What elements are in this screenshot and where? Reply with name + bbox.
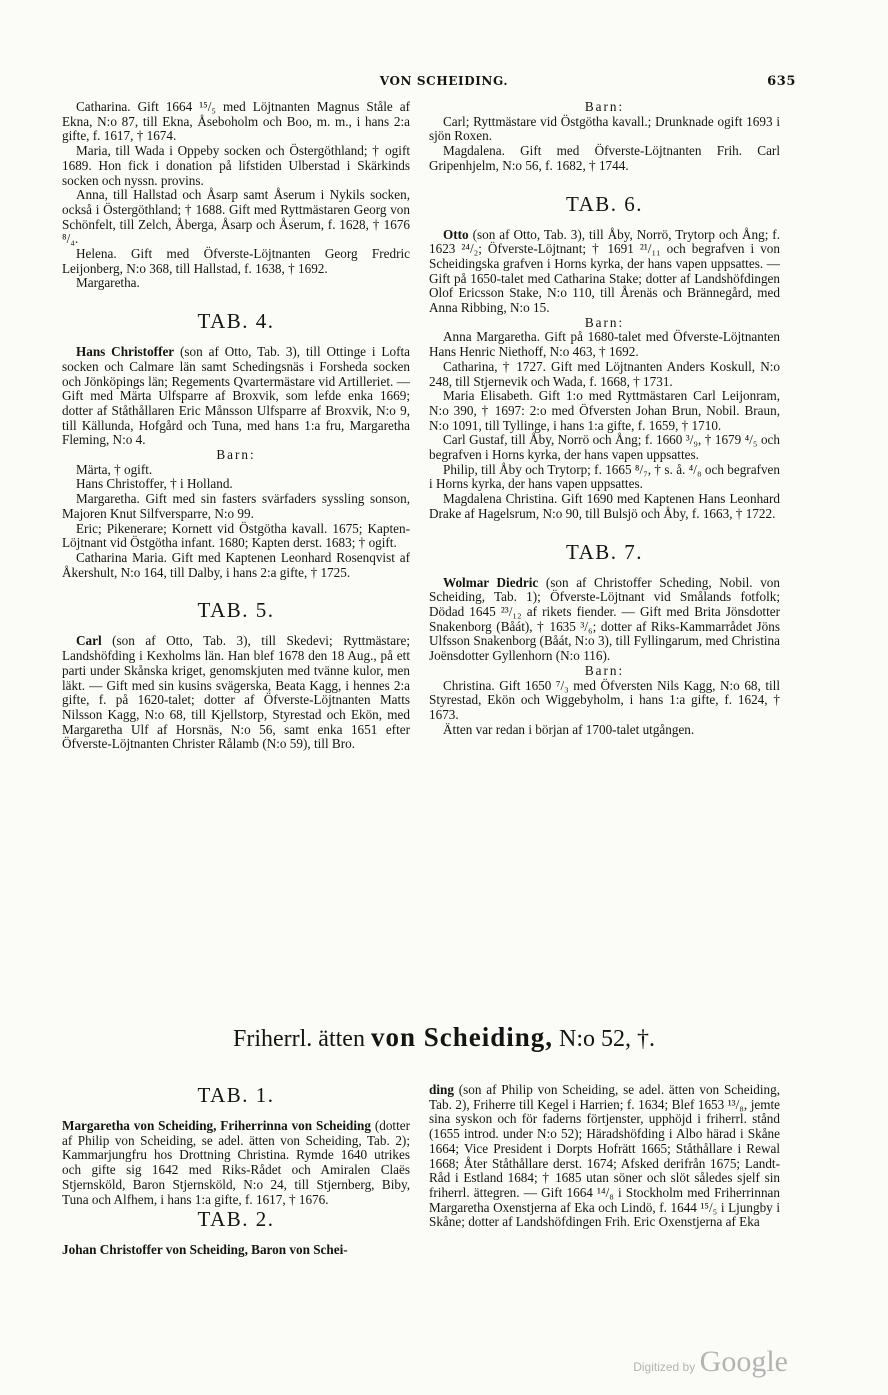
children-label: Barn: (584, 314, 625, 330)
entry-anna-margaretha: Anna Margaretha. Gift på 1680-talet med Öfverste-Löjtnanten Hans Henric Niethoff, N:o 463, † 1692. (429, 329, 780, 360)
entry-name: ding (429, 1082, 454, 1097)
tab-7-heading: TAB. 7. (565, 539, 644, 564)
entry-helena: Helena. Gift med Öfverste-Löjtnanten Georg Fredric Leijonberg, N:o 368, till Hallstad, f. 1638, † 1692. (62, 246, 410, 276)
entry-christina: Christina. Gift 1650 ⁷/₃ med Öfversten Nils Kagg, N:o 68, till Styrestad, Ekön och Wiggebyholm, i hans 1:a gifte, f. 1624, † 1673. (429, 677, 780, 722)
entry-carl-jr: Carl; Ryttmästare vid Östgötha kavall.; Drunknade ogift 1693 i sjön Roxen. (429, 113, 780, 144)
entry-carl: Carl (son af Otto, Tab. 3), till Skedevi; Ryttmästare; Landshöfding i Kexholms län. Han blef 1678 den 18 Aug., på ett parti under Skånska kriget, genomskjuten med tvänne kulor, men läkt. — Gift med sin kusins svägerska, Beata Kagg, i hennes 2:a gifte, f. på 1620-talet; dotter af Öfverste-Löjtnanten Matts Nilsson Kagg, N:o 68, till Kjellstorp, Styrestad och Ekön, med Margaretha Ulf af Horsnäs, N:o 56, samt enka 1651 efter Öfverste-Löjtnanten Christer Rålamb (N:o 59), till Bro. (62, 633, 410, 752)
google-logo: Google (699, 1345, 788, 1378)
extinction-note: Ätten var redan i början af 1700-talet utgången. (443, 721, 695, 737)
column-4 (429, 1083, 780, 1230)
running-head: VON SCHEIDING. (379, 74, 509, 88)
entry-anna: Anna, till Hallstad och Åsarp samt Åserum i Nykils socken, också i Östergöthland; † 1688. Gift med Ryttmästaren Georg von Schönfelt, till Zelch, Åberga, Åsarp och Åserum, f. 1628, † 1676 ⁸/₄. (62, 187, 410, 247)
entry-maria: Maria, till Wada i Oppeby socken och Östergöthland; † ogift 1689. Hon fick i donation på lifstiden Ulberstad i Skärkinds socken och nyssn. provins. (62, 143, 410, 188)
entry-otto: Otto (son af Otto, Tab. 3), till Åby, Norrö, Trytorp och Ång; f. 1623 ²⁴/₂; Öfverste-Löjtnant; † 1691 ²¹/₁₁ och begrafven i von Scheidingska grafven i Horns kyrka, der hans vapen uppsattes. — Gift på 1650-talet med Catharina Stake; dotter af Landshöfdingen Olof Ericsson Stake, N:o 110, till Årenäs och Brännegård, med Anna Ribbing, N:o 15. (429, 226, 780, 316)
tab-2-heading: TAB. 2. (197, 1207, 275, 1232)
entry-hans-christoffer-jr: Hans Christoffer, † i Holland. (76, 476, 233, 492)
tab-6-heading: TAB. 6. (565, 191, 644, 216)
entry-catharina-2: Catharina, † 1727. Gift med Löjtnanten Anders Koskull, N:o 248, till Stjernevik och Wada, f. 1668, † 1731. (429, 358, 780, 389)
children-label: Barn: (584, 99, 625, 114)
entry-johan-christoffer-cont: ding (son af Philip von Scheiding, se adel. ätten von Scheiding, Tab. 2), Friherre till Kegel i Harrien; f. 1634; Blef 1653 ¹³/₈, jemte sina syskon och för faderns förtjenster, upphöjd i friherrl. stånd (1655 introd. under N:o 52); Häradshöfding i Albo härad i Skåne 1664; Vice President i Dorpts Hofrätt 1665; Ståthållare i Rewal 1668; Åter Ståthållare derst. 1674; Afsked derifrån 1675; Landt-Råd i Estland 1684; † 1685 utan söner och slöt således sjelf sin friherrl. ättegren. — Gift 1664 ¹⁴/₈ i Stockholm med Friherrinnan Margaretha Oxenstjerna af Eka och Lindö, f. 1644 ¹⁵/₅ i Ljungby i Skåne; dotter af Landshöfdingen Frih. Eric Oxenstjerna af Eka (429, 1082, 780, 1230)
entry-catharina-maria: Catharina Maria. Gift med Kaptenen Leonhard Rosenqvist af Åkershult, N:o 164, till Dalby, i hans 2:a gifte, † 1725. (62, 549, 410, 580)
entry-margaretha: Margaretha. (76, 275, 140, 291)
entry-philip: Philip, till Åby och Trytorp; f. 1665 ⁸/₇, † s. å. ⁴/₈ och begrafven i Horns kyrka, der hans vapen uppsattes. (429, 461, 780, 492)
entry-margaretha-friherrinna: Margaretha von Scheiding, Friherrinna von Scheiding (dotter af Philip von Scheiding, se adel. ätten von Scheiding, Tab. 2); Kammarjungfru hos Drottning Christina. Rymde 1640 utrikes och gifte sig 1642 med Riks-Rådet och Amiralen Claës Stjernsköld, Baron Stjernsköld, N:o 24, till Stjernberg, Biby, Tuna och Alfhem, i hans 1:a gifte, f. 1617, † 1676. (62, 1118, 410, 1207)
entry-eric: Eric; Pikenerare; Kornett vid Östgötha kavall. 1675; Kapten-Löjtnant vid Östgötha infant. 1680; Kapten derst. 1683; † ogift. (62, 520, 410, 551)
entry-marta: Märta, † ogift. (76, 461, 153, 477)
section-title: Friherrl. ätten von Scheiding, N:o 52, †. (232, 1022, 655, 1052)
children-label: Barn: (584, 662, 625, 678)
family-name: von Scheiding, (370, 1022, 553, 1052)
digitized-watermark: Digitized by Google (633, 1345, 788, 1378)
column-2 (429, 100, 780, 737)
page-number: 635 (767, 74, 796, 89)
entry-name: Margaretha von Scheiding, Friherrinna von Scheiding (62, 1118, 371, 1133)
entry-wolmar-diedric: Wolmar Diedric (son af Christoffer Scheding, Nobil. von Scheiding, Tab. 1); Öfverste-Löjtnant vid Smålands fotfolk; Dödad 1645 ²³/₁₂ af rikets fiender. — Gift med Brita Jönsdotter Snakenborg (Båát), † 1635 ³/₆; dotter af Riks-Kammarrådet Jöns Ulfsson Snakenborg (Båát, N:o 3), till Fyllingarum, med Christina Joënsdotter Gyllenhorn (N:o 116). (429, 574, 780, 664)
entry-name: Carl (76, 633, 102, 649)
entry-magdalena: Magdalena. Gift med Öfverste-Löjtnanten Frih. Carl Gripenhjelm, N:o 56, f. 1682, † 1744. (429, 143, 780, 173)
entry-name: Hans Christoffer (76, 344, 175, 360)
entry-carl-gustaf: Carl Gustaf, till Åby, Norrö och Ång; f. 1660 ³/₉, † 1679 ⁴/₅ och begrafven i Horns kyrka, der hans vapen uppsattes. (429, 432, 780, 463)
entry-margaretha-2: Margaretha. Gift med sin fasters svärfaders syssling sonson, Majoren Knut Silfversparre, N:o 99. (62, 491, 410, 521)
column-3 (62, 1083, 410, 1258)
entry-catharina: Catharina. Gift 1664 ¹⁵/₅ med Löjtnanten Magnus Ståle af Ekna, N:o 87, till Ekna, Åseboholm och Boo, m. m., i hans 2:a gifte, f. 1617, † 1674. (62, 99, 410, 144)
children-label: Barn: (216, 447, 256, 463)
column-1 (62, 100, 410, 752)
entry-maria-elisabeth: Maria Elisabeth. Gift 1:o med Ryttmästaren Carl Leijonram, N:o 390, † 1697: 2:o med Öfversten Johan Brun, Nobil. Braun, N:o 1091, till Tyllinge, i hans 1:a gifte, f. 1659, † 1710. (429, 388, 780, 433)
tab-4-heading: TAB. 4. (197, 309, 275, 334)
tab-5-heading: TAB. 5. (197, 598, 275, 623)
entry-hans-christoffer: Hans Christoffer (son af Otto, Tab. 3), till Ottinge i Lofta socken och Calmare län samt Schedingsnäs i Forsheda socken och Jönköpings län; Regements Qvartermästare vid Artilleriet. — Gift med Märta Ulfsparre af Broxvik, som lefde enka 1669; dotter af Ståthållaren Eric Månsson Ulfsparre af Broxvik, N:o 9, till Källunda, Hofgård och Tuna, med hans 1:a fru, Margaretha Fleming, N:o 4. (62, 344, 410, 448)
entry-magdalena-christina: Magdalena Christina. Gift 1690 med Kaptenen Hans Leonhard Drake af Hagelsrum, N:o 90, till Bulsjö och Åby, f. 1663, † 1722. (429, 491, 780, 521)
entry-name: Otto (443, 226, 469, 242)
tab-1-heading: TAB. 1. (197, 1083, 275, 1107)
entry-johan-christoffer: Johan Christoffer von Scheiding, Baron von Schei- (62, 1242, 348, 1258)
entry-name: Wolmar Diedric (443, 574, 539, 590)
